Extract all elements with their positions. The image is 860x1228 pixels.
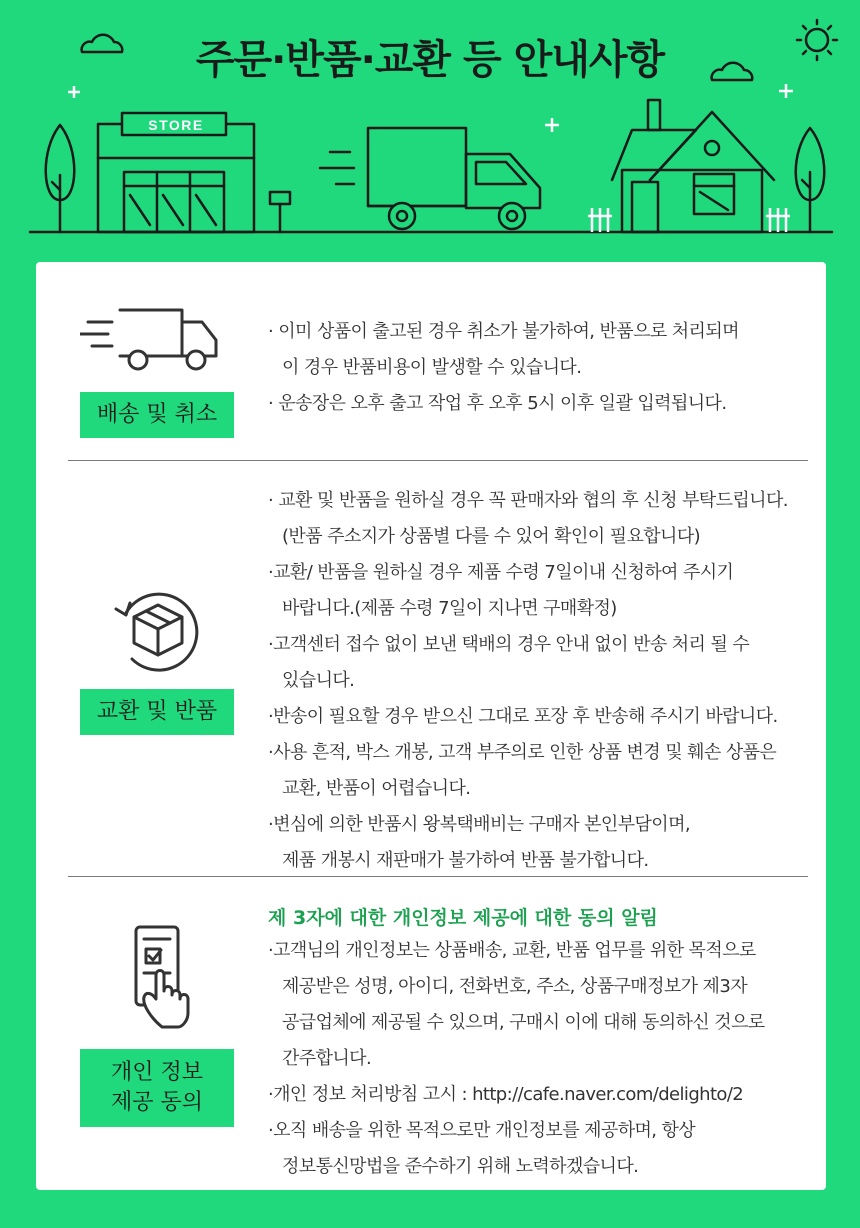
page-title: 주문·반품·교환 등 안내사항 [195, 37, 665, 83]
list-item: ·사용 흔적, 박스 개봉, 고객 부주의로 인한 상품 변경 및 훼손 상품은 [268, 742, 777, 763]
section-delivery [36, 262, 826, 460]
return-box-icon [110, 583, 206, 679]
list-item: ·교환/ 반품을 원하실 경우 제품 수령 7일이내 신청하여 주시기 [268, 562, 734, 583]
list-item: (반품 주소지가 상품별 다를 수 있어 확인이 필요합니다) [282, 526, 701, 547]
info-card [36, 262, 826, 1190]
section-exchange [36, 461, 826, 877]
list-item: · 운송장은 오후 출고 작업 후 오후 5시 이후 일괄 입력됩니다. [268, 393, 727, 414]
fence-icon [588, 208, 790, 232]
store-sign-text: STORE [148, 117, 204, 133]
list-item: ·오직 배송을 위한 목적으로만 개인정보를 제공하며, 항상 [268, 1120, 696, 1141]
list-item: 제공받은 성명, 아이디, 전화번호, 주소, 상품구매정보가 제3자 [282, 976, 747, 997]
tree-icon [46, 125, 75, 232]
delivery-truck-icon [80, 302, 220, 378]
privacy-notes [268, 933, 828, 1185]
list-item: 바랍니다.(제품 수령 7일이 지나면 구매확정) [282, 598, 617, 619]
phone-checklist-icon [132, 923, 196, 1035]
signpost-icon [270, 192, 290, 204]
list-item: 제품 개봉시 재판매가 불가하여 반품 불가합니다. [282, 850, 649, 871]
privacy-heading: 제 3자에 대한 개인정보 제공에 대한 동의 알림 [268, 907, 658, 929]
list-item: 정보통신망법을 준수하기 위해 노력하겠습니다. [282, 1156, 639, 1177]
delivery-notes [268, 314, 828, 422]
tree-icon [796, 128, 825, 232]
list-item: 공급업체에 제공될 수 있으며, 구매시 이에 대해 동의하신 것으로 [282, 1012, 765, 1033]
list-item: ·개인 정보 처리방침 고시 : http://cafe.naver.com/delighto/2 [268, 1084, 744, 1105]
list-item: ·변심에 의한 반품시 왕복택배비는 구매자 본인부담이며, [268, 814, 690, 835]
section-label-exchange: 교환 및 반품 [80, 689, 234, 735]
section-label-privacy: 개인 정보 제공 동의 [80, 1049, 234, 1127]
section-privacy [36, 877, 826, 1190]
section-label-delivery: 배송 및 취소 [80, 392, 234, 438]
list-item: · 교환 및 반품을 원하실 경우 꼭 판매자와 협의 후 신청 부탁드립니다. [268, 490, 788, 511]
list-item: · 이미 상품이 출고된 경우 취소가 불가하여, 반품으로 처리되며 [268, 321, 739, 342]
list-item: 간주합니다. [282, 1048, 372, 1069]
truck-icon [320, 128, 540, 229]
list-item: ·고객님의 개인정보는 상품배송, 교환, 반품 업무를 위한 목적으로 [268, 940, 756, 961]
exchange-notes [268, 483, 828, 879]
list-item: ·고객센터 접수 없이 보낸 택배의 경우 안내 없이 반송 처리 될 수 [268, 634, 750, 655]
list-item: ·반송이 필요할 경우 받으신 그대로 포장 후 반송해 주시기 바랍니다. [268, 706, 778, 727]
list-item: 있습니다. [282, 670, 355, 691]
list-item: 교환, 반품이 어렵습니다. [282, 778, 471, 799]
house-icon [612, 100, 774, 232]
list-item: 이 경우 반품비용이 발생할 수 있습니다. [282, 357, 582, 378]
